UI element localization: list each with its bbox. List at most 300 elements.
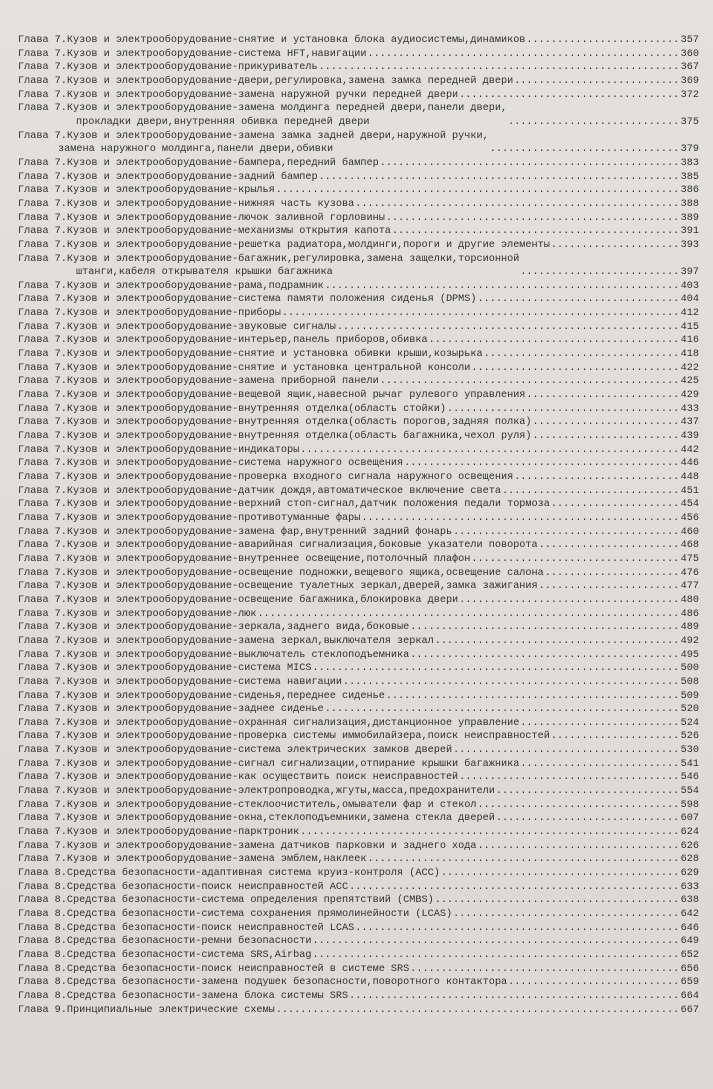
toc-entry <box>18 403 699 417</box>
dot-leader <box>429 334 679 348</box>
toc-entry-title-line: Глава 7.Кузов и электрооборудование-заднее сиденье <box>18 704 324 716</box>
toc-page-number: 508 <box>680 676 699 688</box>
dot-leader <box>367 853 678 867</box>
toc-page-number: 415 <box>680 321 699 333</box>
toc-entry-title-line: Глава 8.Средства безопасности-замена блока системы SRS <box>18 990 349 1002</box>
toc-page-number: 624 <box>680 827 699 839</box>
dot-leader <box>453 744 679 758</box>
toc-entry-title-continuation: прокладки двери,внутренняя обивка передней двери <box>76 116 370 128</box>
toc-page-number: 393 <box>680 239 699 251</box>
toc-entry <box>18 771 699 785</box>
toc-entry <box>18 744 699 758</box>
dot-leader <box>478 840 679 854</box>
toc-entry-title <box>18 75 513 89</box>
toc-page-number: 451 <box>680 485 699 497</box>
toc-entry-title <box>18 730 550 744</box>
toc-page-number: 372 <box>680 89 699 101</box>
toc-page-number: 418 <box>680 349 699 361</box>
toc-entry <box>18 635 699 649</box>
toc-entry-title <box>18 375 379 389</box>
toc-page-number: 526 <box>680 731 699 743</box>
toc-entry-title <box>18 744 452 758</box>
toc-entry-title <box>18 48 366 62</box>
toc-entry <box>18 225 699 239</box>
toc-page-number: 656 <box>680 963 699 975</box>
dot-leader <box>386 690 679 704</box>
toc-entry-title-line: Глава 7.Кузов и электрооборудование-сигнал сигнализации,отпирание крышки багажника <box>18 758 520 770</box>
toc-entry-title-line: Глава 7.Кузов и электрооборудование-снятие и установка блока аудиосистемы,динамиков <box>18 35 526 46</box>
toc-entry-title <box>18 157 379 171</box>
toc-entry <box>18 526 699 540</box>
toc-entry-title-line: Глава 7.Кузов и электрооборудование-индикаторы <box>18 444 300 456</box>
toc-entry <box>18 48 699 62</box>
toc-entry <box>18 61 699 75</box>
toc-entry <box>18 730 699 744</box>
dot-leader <box>392 225 679 239</box>
toc-page-number: 367 <box>680 62 699 74</box>
toc-entry-title-line: Глава 7.Кузов и электрооборудование-освещение багажника,блокировка двери <box>18 594 459 606</box>
dot-leader <box>478 799 679 813</box>
dot-leader <box>300 444 678 458</box>
toc-entry <box>18 89 699 103</box>
toc-page-number: 429 <box>680 390 699 402</box>
toc-entry-title <box>18 990 348 1004</box>
toc-entry <box>18 922 699 936</box>
toc-entry-title <box>18 485 501 499</box>
toc-entry-title-line: Глава 7.Кузов и электрооборудование-противотуманные фары <box>18 512 361 524</box>
dot-leader <box>355 922 678 936</box>
toc-entry-title <box>18 102 507 129</box>
toc-page-number: 446 <box>680 458 699 470</box>
toc-page-number: 375 <box>680 116 699 128</box>
toc-entry-title-line: Глава 7.Кузов и электрооборудование-замена молдинга передней двери,панели двери, <box>18 103 508 115</box>
toc-entry-title-line: Глава 7.Кузов и электрооборудование-замена приборной панели <box>18 376 379 388</box>
toc-entry <box>18 567 699 581</box>
dot-leader <box>380 375 679 389</box>
toc-entry-title <box>18 676 342 690</box>
toc-entry-title-line: Глава 8.Средства безопасности-система определения препятствий (CMBS) <box>18 895 434 907</box>
toc-entry-title-line: Глава 7.Кузов и электрооборудование-зеркала,заднего вида,боковые <box>18 622 410 634</box>
toc-entry-title-line: Глава 7.Кузов и электрооборудование-механизмы открытия капота <box>18 226 391 238</box>
toc-entry <box>18 594 699 608</box>
toc-entry-title-line: Глава 7.Кузов и электрооборудование-замена наружной ручки передней двери <box>18 89 459 101</box>
toc-entry-title-line: Глава 7.Кузов и электрооборудование-задний бампер <box>18 171 318 183</box>
toc-page-number: 456 <box>680 512 699 524</box>
toc-entry-title <box>18 703 324 717</box>
toc-entry-title <box>18 567 544 581</box>
dot-leader <box>325 703 679 717</box>
toc-entry-title-line: Глава 7.Кузов и электрооборудование-снятие и установка центральной консоли <box>18 362 471 374</box>
toc-entry <box>18 758 699 772</box>
toc-entry-title-line: Глава 7.Кузов и электрооборудование-стеклоочиститель,омыватели фар и стекол <box>18 799 477 811</box>
toc-entry-title-line: Глава 7.Кузов и электрооборудование-замена замка задней двери,наружной ручки, <box>18 130 489 142</box>
toc-entry-title-line: Глава 7.Кузов и электрооборудование-охранная сигнализация,дистанционное управление <box>18 717 520 729</box>
toc-entry-title <box>18 963 409 977</box>
toc-entry-title-continuation: штанги,кабеля открывателя крышки багажника <box>76 267 333 279</box>
toc-entry <box>18 894 699 908</box>
toc-page-number: 500 <box>680 663 699 675</box>
toc-entry-title <box>18 867 440 881</box>
toc-entry-title-continuation: замена наружного молдинга,панели двери,обивки <box>58 144 334 156</box>
toc-entry-title <box>18 348 483 362</box>
toc-entry <box>18 785 699 799</box>
dot-leader <box>545 567 679 581</box>
toc-entry <box>18 102 699 129</box>
toc-page-number: 509 <box>680 690 699 702</box>
dot-leader <box>410 649 678 663</box>
toc-entry-title-line: Глава 8.Средства безопасности-поиск неисправностей АСС <box>18 881 349 893</box>
toc-entry-title-line: Глава 7.Кузов и электрооборудование-замена фар,внутренний задний фонарь <box>18 526 453 538</box>
toc-entry-title-line: Глава 7.Кузов и электрооборудование-замена датчиков парковки и заднего хода <box>18 840 477 852</box>
dot-leader <box>312 935 678 949</box>
toc-entry-title <box>18 444 299 458</box>
toc-entry <box>18 690 699 704</box>
toc-entry-title-line: Глава 7.Кузов и электрооборудование-система MICS <box>18 663 312 675</box>
toc-page-number: 422 <box>680 362 699 374</box>
toc-entry-title-line: Глава 8.Средства безопасности-ремни безопасности <box>18 936 312 948</box>
dot-leader <box>453 526 679 540</box>
toc-entry <box>18 457 699 471</box>
toc-entry <box>18 471 699 485</box>
toc-entry <box>18 184 699 198</box>
toc-page-number: 646 <box>680 922 699 934</box>
toc-entry-title <box>18 471 513 485</box>
table-of-contents <box>18 34 699 1017</box>
toc-entry-title <box>18 553 470 567</box>
toc-entry-title <box>18 894 434 908</box>
dot-leader <box>349 990 679 1004</box>
toc-page-number: 659 <box>680 977 699 989</box>
toc-entry <box>18 717 699 731</box>
toc-entry-title-line: Глава 7.Кузов и электрооборудование-прикуриватель <box>18 62 318 74</box>
dot-leader <box>319 171 679 185</box>
toc-entry-title-line: Глава 7.Кузов и электрооборудование-внутренняя отделка(область порогов,задняя полка) <box>18 417 532 429</box>
toc-page-number: 492 <box>680 635 699 647</box>
dot-leader <box>435 894 679 908</box>
dot-leader <box>453 908 679 922</box>
toc-entry-title-line: Глава 9.Принципиальные электрические схемы <box>18 1004 275 1016</box>
toc-page-number: 520 <box>680 704 699 716</box>
toc-page-number: 468 <box>680 540 699 552</box>
toc-page-number: 475 <box>680 553 699 565</box>
toc-entry <box>18 826 699 840</box>
toc-entry-title-line: Глава 7.Кузов и электрооборудование-проверка входного сигнала наружного освещения <box>18 472 514 483</box>
toc-entry <box>18 430 699 444</box>
toc-entry-title-line: Глава 7.Кузов и электрооборудование-внутренняя отделка(область стойки) <box>18 403 446 415</box>
dot-leader <box>502 485 679 499</box>
dot-leader <box>441 867 679 881</box>
dot-leader <box>533 416 679 430</box>
toc-entry-title <box>18 908 452 922</box>
dot-leader <box>514 75 678 89</box>
toc-entry-title <box>18 430 532 444</box>
toc-entry-title <box>18 826 299 840</box>
toc-entry <box>18 212 699 226</box>
dot-leader <box>520 717 678 731</box>
toc-entry-title <box>18 89 458 103</box>
toc-page-number: 629 <box>680 868 699 880</box>
toc-entry-title <box>18 253 519 280</box>
toc-entry-title <box>18 498 550 512</box>
toc-entry <box>18 649 699 663</box>
toc-entry <box>18 157 699 171</box>
toc-entry-title <box>18 1004 275 1018</box>
dot-leader <box>551 730 679 744</box>
toc-entry-title <box>18 225 391 239</box>
toc-entry-title-line: Глава 8.Средства безопасности-замена подушек безопасности,поворотного контактора <box>18 977 508 989</box>
dot-leader <box>508 976 679 990</box>
toc-entry-title-line: Глава 8.Средства безопасности-система сохранения прямолинейности (LCAS) <box>18 909 453 920</box>
toc-entry <box>18 512 699 526</box>
toc-page-number: 667 <box>680 1004 699 1016</box>
toc-entry-title-line: Глава 7.Кузов и электрооборудование-система навигации <box>18 676 343 688</box>
toc-entry-title-line: Глава 8.Средства безопасности-поиск неисправностей в системе SRS <box>18 963 410 975</box>
toc-entry-title <box>18 717 519 731</box>
toc-page-number: 388 <box>680 198 699 210</box>
dot-leader <box>276 1004 679 1018</box>
toc-entry <box>18 307 699 321</box>
toc-entry-title-line: Глава 7.Кузов и электрооборудование-датчик дождя,автоматическое включение света <box>18 485 501 497</box>
toc-entry-title-line: Глава 7.Кузов и электрооборудование-верхний стоп-сигнал,датчик положения педали тормоза <box>18 499 550 511</box>
dot-leader <box>282 307 679 321</box>
toc-entry <box>18 935 699 949</box>
toc-entry-title <box>18 662 311 676</box>
toc-entry-title <box>18 799 477 813</box>
toc-entry-title <box>18 922 354 936</box>
dot-leader <box>312 949 678 963</box>
toc-entry-title <box>18 280 324 294</box>
toc-entry-title-line: Глава 7.Кузов и электрооборудование-аварийная сигнализация,боковые указатели поворота <box>18 540 538 552</box>
toc-page-number: 460 <box>680 526 699 538</box>
toc-entry-title-line: Глава 7.Кузов и электрооборудование-выключатель стеклоподъемника <box>18 649 410 661</box>
toc-entry-title-line: Глава 7.Кузов и электрооборудование-освещение подножки,вещевого ящика,освещение салона <box>18 567 544 579</box>
dot-leader <box>349 881 679 895</box>
toc-entry <box>18 812 699 826</box>
dot-leader <box>539 539 679 553</box>
toc-page-number: 383 <box>680 157 699 169</box>
dot-leader <box>410 963 678 977</box>
toc-page-number: 642 <box>680 909 699 920</box>
toc-entry-title <box>18 771 458 785</box>
toc-entry-title <box>18 457 403 471</box>
toc-entry-title <box>18 580 538 594</box>
toc-entry-title <box>18 976 507 990</box>
toc-entry <box>18 348 699 362</box>
dot-leader <box>337 321 679 335</box>
dot-leader <box>459 89 678 103</box>
toc-entry-title-line: Глава 7.Кузов и электрооборудование-система электрических замков дверей <box>18 745 453 757</box>
toc-page-number: 448 <box>680 472 699 483</box>
toc-page-number: 433 <box>680 403 699 415</box>
dot-leader <box>514 471 678 485</box>
toc-entry-title-line: Глава 7.Кузов и электрооборудование-решетка радиатора,молдинги,пороги и другие элементы <box>18 239 550 251</box>
toc-entry-title <box>18 239 550 253</box>
toc-entry-title <box>18 649 409 663</box>
dot-leader <box>343 676 679 690</box>
toc-entry <box>18 580 699 594</box>
dot-leader <box>520 758 678 772</box>
dot-leader <box>276 184 679 198</box>
toc-page-number: 530 <box>680 745 699 757</box>
dot-leader <box>325 280 679 294</box>
toc-page-number: 649 <box>680 936 699 948</box>
dot-leader <box>471 553 678 567</box>
toc-entry <box>18 676 699 690</box>
dot-leader <box>496 785 679 799</box>
toc-entry-title <box>18 307 281 321</box>
toc-entry-title-line: Глава 8.Средства безопасности-поиск неисправностей LCAS <box>18 922 355 934</box>
toc-entry-title-line: Глава 7.Кузов и электрооборудование-электропроводка,жгуты,масса,предохранители <box>18 786 495 798</box>
toc-entry-title-line: Глава 8.Средства безопасности-система SRS,Airbag <box>18 949 312 961</box>
toc-entry <box>18 321 699 335</box>
toc-page-number: 454 <box>680 499 699 511</box>
toc-entry-title <box>18 812 495 826</box>
toc-page-number: 607 <box>680 813 699 825</box>
dot-leader <box>410 621 678 635</box>
toc-page-number: 425 <box>680 376 699 388</box>
toc-page-number: 480 <box>680 594 699 606</box>
dot-leader <box>319 61 679 75</box>
toc-page-number: 369 <box>680 75 699 87</box>
toc-entry-title-line: Глава 7.Кузов и электрооборудование-проверка системы иммобилайзера,поиск неисправностей <box>18 731 550 743</box>
dot-leader <box>551 498 679 512</box>
toc-entry <box>18 375 699 389</box>
toc-entry-title-line: Глава 7.Кузов и электрооборудование-крылья <box>18 185 275 197</box>
toc-page-number: 416 <box>680 335 699 347</box>
dot-leader <box>496 812 679 826</box>
toc-entry-title <box>18 321 336 335</box>
toc-entry-title-line: Глава 7.Кузов и электрооборудование-система наружного освещения <box>18 458 404 470</box>
toc-entry-title-line: Глава 7.Кузов и электрооборудование-двери,регулировка,замена замка передней двери <box>18 75 514 87</box>
toc-page-number: 524 <box>680 717 699 729</box>
toc-entry-title <box>18 594 458 608</box>
toc-entry <box>18 130 699 157</box>
toc-page-number: 664 <box>680 990 699 1002</box>
toc-entry <box>18 171 699 185</box>
toc-entry <box>18 444 699 458</box>
toc-entry-title <box>18 840 477 854</box>
toc-page-number: 386 <box>680 185 699 197</box>
toc-entry <box>18 75 699 89</box>
toc-entry-title <box>18 635 434 649</box>
dot-leader <box>367 48 678 62</box>
toc-entry <box>18 621 699 635</box>
toc-entry <box>18 389 699 403</box>
dot-leader <box>490 143 679 157</box>
dot-leader <box>447 403 679 417</box>
toc-page-number: 638 <box>680 895 699 907</box>
toc-page-number: 486 <box>680 608 699 620</box>
toc-entry-title <box>18 334 428 348</box>
toc-entry-title-line: Глава 7.Кузов и электрооборудование-окна,стеклоподъемники,замена стекла дверей <box>18 813 495 825</box>
dot-leader <box>404 457 679 471</box>
toc-page-number: 389 <box>680 212 699 224</box>
dot-leader <box>435 635 679 649</box>
toc-entry-title-line: Глава 7.Кузов и электрооборудование-снятие и установка обивки крыши,козырька <box>18 349 483 361</box>
toc-entry <box>18 34 699 48</box>
toc-entry <box>18 840 699 854</box>
dot-leader <box>533 430 679 444</box>
toc-entry <box>18 976 699 990</box>
toc-entry-title <box>18 526 452 540</box>
toc-page-number: 476 <box>680 567 699 579</box>
dot-leader <box>508 116 679 130</box>
toc-entry <box>18 867 699 881</box>
toc-entry-title-line: Глава 7.Кузов и электрооборудование-люк <box>18 608 257 620</box>
toc-page-number: 360 <box>680 48 699 60</box>
toc-page-number: 554 <box>680 786 699 798</box>
toc-page-number: 403 <box>680 280 699 292</box>
dot-leader <box>478 293 679 307</box>
toc-entry <box>18 293 699 307</box>
toc-page-number: 546 <box>680 772 699 784</box>
toc-entry <box>18 253 699 280</box>
toc-entry-title-line: Глава 7.Кузов и электрооборудование-вещевой ящик,навесной рычаг рулевого управления <box>18 390 526 402</box>
dot-leader <box>551 239 679 253</box>
dot-leader <box>484 348 679 362</box>
toc-entry <box>18 539 699 553</box>
toc-entry <box>18 280 699 294</box>
toc-entry-title-line: Глава 7.Кузов и электрооборудование-система памяти положения сиденья (DPMS) <box>18 294 477 306</box>
dot-leader <box>459 771 678 785</box>
toc-entry <box>18 990 699 1004</box>
dot-leader <box>380 157 679 171</box>
toc-entry-title-line: Глава 7.Кузов и электрооборудование-багажник,регулировка,замена защелки,торсионной <box>18 253 520 265</box>
toc-entry <box>18 498 699 512</box>
toc-page-number: 626 <box>680 840 699 852</box>
toc-entry-title <box>18 785 495 799</box>
toc-entry-title <box>18 512 360 526</box>
toc-entry-title-line: Глава 7.Кузов и электрооборудование-парктроник <box>18 827 300 839</box>
toc-entry-title-line: Глава 7.Кузов и электрооборудование-как осуществить поиск неисправностей <box>18 772 459 784</box>
toc-entry-title-line: Глава 7.Кузов и электрооборудование-звуковые сигналы <box>18 321 336 333</box>
toc-entry-title <box>18 171 318 185</box>
dot-leader <box>471 362 678 376</box>
toc-page-number: 598 <box>680 799 699 811</box>
toc-entry-title-line: Глава 7.Кузов и электрооборудование-замена эмблем,наклеек <box>18 854 367 866</box>
toc-entry <box>18 553 699 567</box>
toc-entry-title <box>18 389 525 403</box>
toc-entry-title <box>18 61 318 75</box>
toc-entry-title <box>18 949 311 963</box>
toc-entry <box>18 703 699 717</box>
toc-page-number: 412 <box>680 308 699 320</box>
toc-page-number: 439 <box>680 431 699 443</box>
toc-page-number: 628 <box>680 854 699 866</box>
toc-entry <box>18 485 699 499</box>
toc-entry <box>18 662 699 676</box>
toc-entry <box>18 1004 699 1018</box>
toc-entry <box>18 362 699 376</box>
toc-page-number: 541 <box>680 758 699 770</box>
toc-entry <box>18 949 699 963</box>
dot-leader <box>386 212 679 226</box>
dot-leader <box>257 608 678 622</box>
toc-entry-title <box>18 853 366 867</box>
toc-entry-title-line: Глава 7.Кузов и электрооборудование-рама,подрамник <box>18 280 324 292</box>
toc-entry <box>18 608 699 622</box>
dot-leader <box>312 662 678 676</box>
dot-leader <box>526 389 678 403</box>
toc-entry-title-line: Глава 7.Кузов и электрооборудование-внутреннее освещение,потолочный плафон <box>18 553 471 565</box>
toc-page-number: 442 <box>680 444 699 456</box>
dot-leader <box>355 198 678 212</box>
toc-entry-title-line: Глава 7.Кузов и электрооборудование-бампера,передний бампер <box>18 157 379 169</box>
toc-entry <box>18 853 699 867</box>
toc-entry-title <box>18 416 532 430</box>
toc-entry-title-line: Глава 7.Кузов и электрооборудование-интерьер,панель приборов,обивка <box>18 335 428 347</box>
toc-entry-title <box>18 881 348 895</box>
